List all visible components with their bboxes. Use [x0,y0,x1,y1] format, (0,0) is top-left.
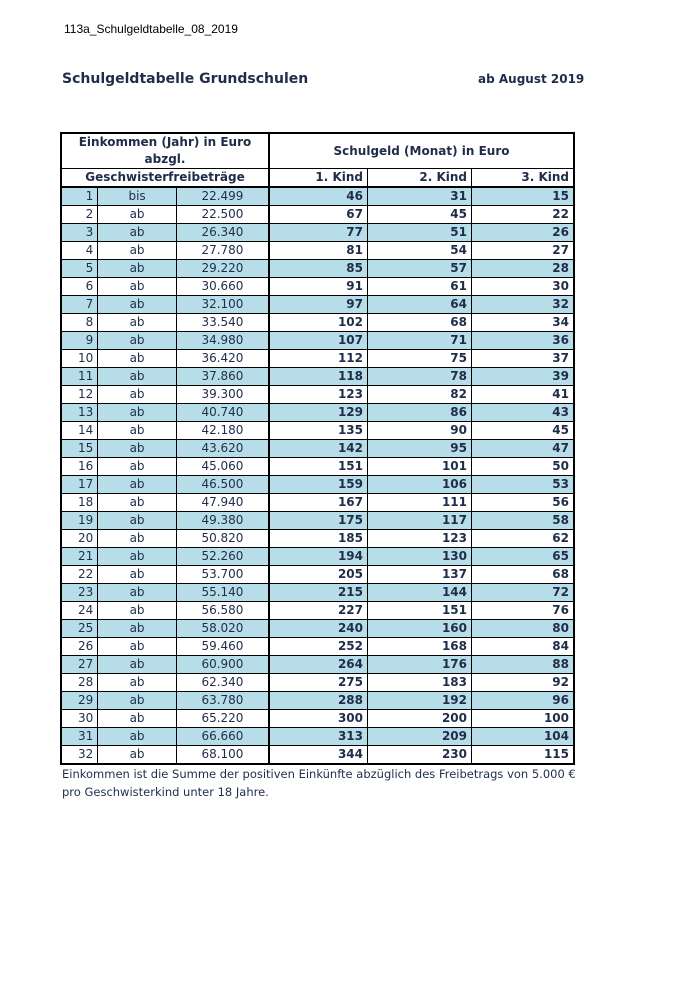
fee-child-3: 43 [472,404,575,422]
row-index: 3 [61,224,98,242]
row-index: 19 [61,512,98,530]
fee-child-3: 45 [472,422,575,440]
fee-child-2: 200 [368,710,472,728]
child-header-1: 1. Kind [269,169,368,188]
fee-child-3: 39 [472,368,575,386]
row-index: 30 [61,710,98,728]
fee-child-1: 313 [269,728,368,746]
income-operator: ab [98,278,177,296]
footnote [62,765,576,801]
row-index: 17 [61,476,98,494]
row-index: 31 [61,728,98,746]
table-row [61,224,574,242]
table-row [61,620,574,638]
row-index: 9 [61,332,98,350]
fee-child-2: 82 [368,386,472,404]
child-header-3: 3. Kind [472,169,575,188]
fee-child-3: 28 [472,260,575,278]
table-row [61,602,574,620]
fee-child-2: 230 [368,746,472,765]
fee-child-2: 61 [368,278,472,296]
table-row [61,548,574,566]
income-operator: ab [98,512,177,530]
row-index: 13 [61,404,98,422]
fee-child-1: 67 [269,206,368,224]
row-index: 7 [61,296,98,314]
income-threshold: 22.500 [176,206,269,224]
income-operator: ab [98,458,177,476]
fee-child-2: 130 [368,548,472,566]
row-index: 26 [61,638,98,656]
income-header-line1: Einkommen (Jahr) in Euro abzgl. [61,133,269,169]
file-label: 113a_Schulgeldtabelle_08_2019 [64,22,238,36]
fee-child-2: 144 [368,584,472,602]
fee-child-1: 118 [269,368,368,386]
row-index: 18 [61,494,98,512]
income-operator: ab [98,332,177,350]
fee-child-1: 112 [269,350,368,368]
income-threshold: 45.060 [176,458,269,476]
income-operator: ab [98,260,177,278]
valid-from: ab August 2019 [478,72,585,86]
fee-child-1: 194 [269,548,368,566]
row-index: 15 [61,440,98,458]
fee-child-3: 47 [472,440,575,458]
income-operator: ab [98,728,177,746]
fee-child-2: 176 [368,656,472,674]
fee-child-3: 104 [472,728,575,746]
income-operator: ab [98,710,177,728]
fee-child-1: 102 [269,314,368,332]
row-index: 27 [61,656,98,674]
fee-child-1: 252 [269,638,368,656]
income-threshold: 36.420 [176,350,269,368]
table-row [61,656,574,674]
income-threshold: 37.860 [176,368,269,386]
table-row [61,404,574,422]
table-row [61,728,574,746]
income-header-line2: Geschwisterfreibeträge [61,169,269,188]
fee-child-1: 300 [269,710,368,728]
fee-child-3: 68 [472,566,575,584]
fee-child-3: 36 [472,332,575,350]
fee-child-3: 27 [472,242,575,260]
income-operator: ab [98,368,177,386]
income-operator: ab [98,242,177,260]
fee-child-2: 101 [368,458,472,476]
fee-child-3: 92 [472,674,575,692]
table-row [61,710,574,728]
table-row [61,638,574,656]
fee-child-1: 46 [269,187,368,206]
child-header-2: 2. Kind [368,169,472,188]
income-threshold: 27.780 [176,242,269,260]
table-row [61,494,574,512]
income-operator: bis [98,187,177,206]
fee-child-1: 107 [269,332,368,350]
fee-child-3: 22 [472,206,575,224]
fee-child-3: 58 [472,512,575,530]
fee-child-2: 117 [368,512,472,530]
fee-child-1: 91 [269,278,368,296]
row-index: 20 [61,530,98,548]
row-index: 22 [61,566,98,584]
income-threshold: 59.460 [176,638,269,656]
income-threshold: 26.340 [176,224,269,242]
row-index: 2 [61,206,98,224]
income-threshold: 32.100 [176,296,269,314]
income-operator: ab [98,746,177,765]
table-row [61,440,574,458]
income-threshold: 65.220 [176,710,269,728]
table-row [61,746,574,765]
income-operator: ab [98,386,177,404]
fee-child-1: 240 [269,620,368,638]
income-operator: ab [98,674,177,692]
fee-child-3: 50 [472,458,575,476]
table-row [61,350,574,368]
fee-child-1: 159 [269,476,368,494]
income-operator: ab [98,620,177,638]
income-threshold: 66.660 [176,728,269,746]
income-operator: ab [98,350,177,368]
fee-child-2: 51 [368,224,472,242]
table-row [61,692,574,710]
fee-child-1: 142 [269,440,368,458]
fee-child-3: 41 [472,386,575,404]
fee-table [60,132,575,765]
fee-child-2: 64 [368,296,472,314]
income-threshold: 63.780 [176,692,269,710]
table-row [61,278,574,296]
row-index: 8 [61,314,98,332]
income-operator: ab [98,530,177,548]
fee-child-2: 54 [368,242,472,260]
fee-child-2: 86 [368,404,472,422]
row-index: 12 [61,386,98,404]
income-operator: ab [98,296,177,314]
fee-child-2: 78 [368,368,472,386]
income-operator: ab [98,566,177,584]
income-operator: ab [98,638,177,656]
fee-child-3: 34 [472,314,575,332]
income-operator: ab [98,422,177,440]
income-operator: ab [98,584,177,602]
income-operator: ab [98,206,177,224]
income-threshold: 60.900 [176,656,269,674]
income-operator: ab [98,314,177,332]
income-operator: ab [98,602,177,620]
income-threshold: 29.220 [176,260,269,278]
fee-child-1: 185 [269,530,368,548]
fee-child-2: 168 [368,638,472,656]
fee-child-1: 97 [269,296,368,314]
row-index: 25 [61,620,98,638]
table-row [61,512,574,530]
fee-child-2: 106 [368,476,472,494]
fee-child-1: 264 [269,656,368,674]
fee-child-2: 57 [368,260,472,278]
fee-child-1: 344 [269,746,368,765]
income-threshold: 55.140 [176,584,269,602]
fee-child-3: 88 [472,656,575,674]
fee-child-3: 32 [472,296,575,314]
fee-child-2: 90 [368,422,472,440]
row-index: 32 [61,746,98,765]
row-index: 10 [61,350,98,368]
fee-child-3: 80 [472,620,575,638]
income-operator: ab [98,494,177,512]
fee-child-2: 68 [368,314,472,332]
fee-child-2: 111 [368,494,472,512]
fee-child-3: 30 [472,278,575,296]
fee-child-3: 65 [472,548,575,566]
fee-child-2: 71 [368,332,472,350]
fee-child-2: 209 [368,728,472,746]
page-title: Schulgeldtabelle Grundschulen [62,71,309,87]
fee-child-1: 123 [269,386,368,404]
income-threshold: 39.300 [176,386,269,404]
table-row [61,368,574,386]
income-threshold: 47.940 [176,494,269,512]
row-index: 1 [61,187,98,206]
row-index: 24 [61,602,98,620]
income-threshold: 62.340 [176,674,269,692]
table-row [61,260,574,278]
fee-child-1: 275 [269,674,368,692]
income-threshold: 68.100 [176,746,269,765]
fee-child-1: 175 [269,512,368,530]
income-threshold: 50.820 [176,530,269,548]
table-row [61,476,574,494]
fee-child-2: 123 [368,530,472,548]
fee-child-3: 15 [472,187,575,206]
fee-child-1: 167 [269,494,368,512]
income-threshold: 30.660 [176,278,269,296]
fee-table-body [61,187,574,764]
fee-child-2: 137 [368,566,472,584]
row-index: 5 [61,260,98,278]
fee-child-2: 75 [368,350,472,368]
footnote-line2: pro Geschwisterkind unter 18 Jahre. [62,785,269,799]
fee-child-1: 77 [269,224,368,242]
fee-child-2: 45 [368,206,472,224]
fee-child-3: 56 [472,494,575,512]
table-row [61,206,574,224]
fee-child-1: 135 [269,422,368,440]
fee-child-1: 81 [269,242,368,260]
fee-child-3: 26 [472,224,575,242]
income-threshold: 49.380 [176,512,269,530]
fee-child-1: 215 [269,584,368,602]
fee-child-2: 95 [368,440,472,458]
fee-child-3: 62 [472,530,575,548]
fee-child-2: 183 [368,674,472,692]
fee-child-1: 151 [269,458,368,476]
income-threshold: 43.620 [176,440,269,458]
row-index: 28 [61,674,98,692]
table-row [61,422,574,440]
table-row [61,242,574,260]
fee-child-3: 37 [472,350,575,368]
fee-child-1: 85 [269,260,368,278]
fee-child-3: 96 [472,692,575,710]
income-operator: ab [98,692,177,710]
income-operator: ab [98,656,177,674]
table-row [61,530,574,548]
table-row [61,314,574,332]
table-row [61,386,574,404]
fee-child-1: 288 [269,692,368,710]
fee-child-3: 72 [472,584,575,602]
income-threshold: 58.020 [176,620,269,638]
table-row [61,566,574,584]
fee-child-3: 53 [472,476,575,494]
income-threshold: 42.180 [176,422,269,440]
fee-child-1: 205 [269,566,368,584]
fee-child-3: 100 [472,710,575,728]
table-row [61,187,574,206]
income-threshold: 33.540 [176,314,269,332]
table-row [61,584,574,602]
income-operator: ab [98,404,177,422]
income-threshold: 34.980 [176,332,269,350]
income-threshold: 53.700 [176,566,269,584]
income-operator: ab [98,548,177,566]
fee-child-3: 115 [472,746,575,765]
row-index: 16 [61,458,98,476]
fee-child-2: 31 [368,187,472,206]
fee-header: Schulgeld (Monat) in Euro [269,133,574,169]
row-index: 11 [61,368,98,386]
income-operator: ab [98,440,177,458]
income-threshold: 56.580 [176,602,269,620]
fee-child-1: 227 [269,602,368,620]
footnote-line1: Einkommen ist die Summe der positiven Einkünfte abzüglich des Freibetrags von 5.000 € [62,767,576,781]
fee-child-3: 84 [472,638,575,656]
fee-child-2: 151 [368,602,472,620]
fee-child-3: 76 [472,602,575,620]
fee-child-2: 160 [368,620,472,638]
row-index: 21 [61,548,98,566]
fee-child-2: 192 [368,692,472,710]
income-threshold: 40.740 [176,404,269,422]
row-index: 4 [61,242,98,260]
table-row [61,296,574,314]
table-row [61,458,574,476]
income-operator: ab [98,476,177,494]
income-threshold: 46.500 [176,476,269,494]
row-index: 23 [61,584,98,602]
table-row [61,674,574,692]
income-threshold: 22.499 [176,187,269,206]
table-row [61,332,574,350]
row-index: 14 [61,422,98,440]
row-index: 29 [61,692,98,710]
row-index: 6 [61,278,98,296]
fee-child-1: 129 [269,404,368,422]
income-threshold: 52.260 [176,548,269,566]
income-operator: ab [98,224,177,242]
